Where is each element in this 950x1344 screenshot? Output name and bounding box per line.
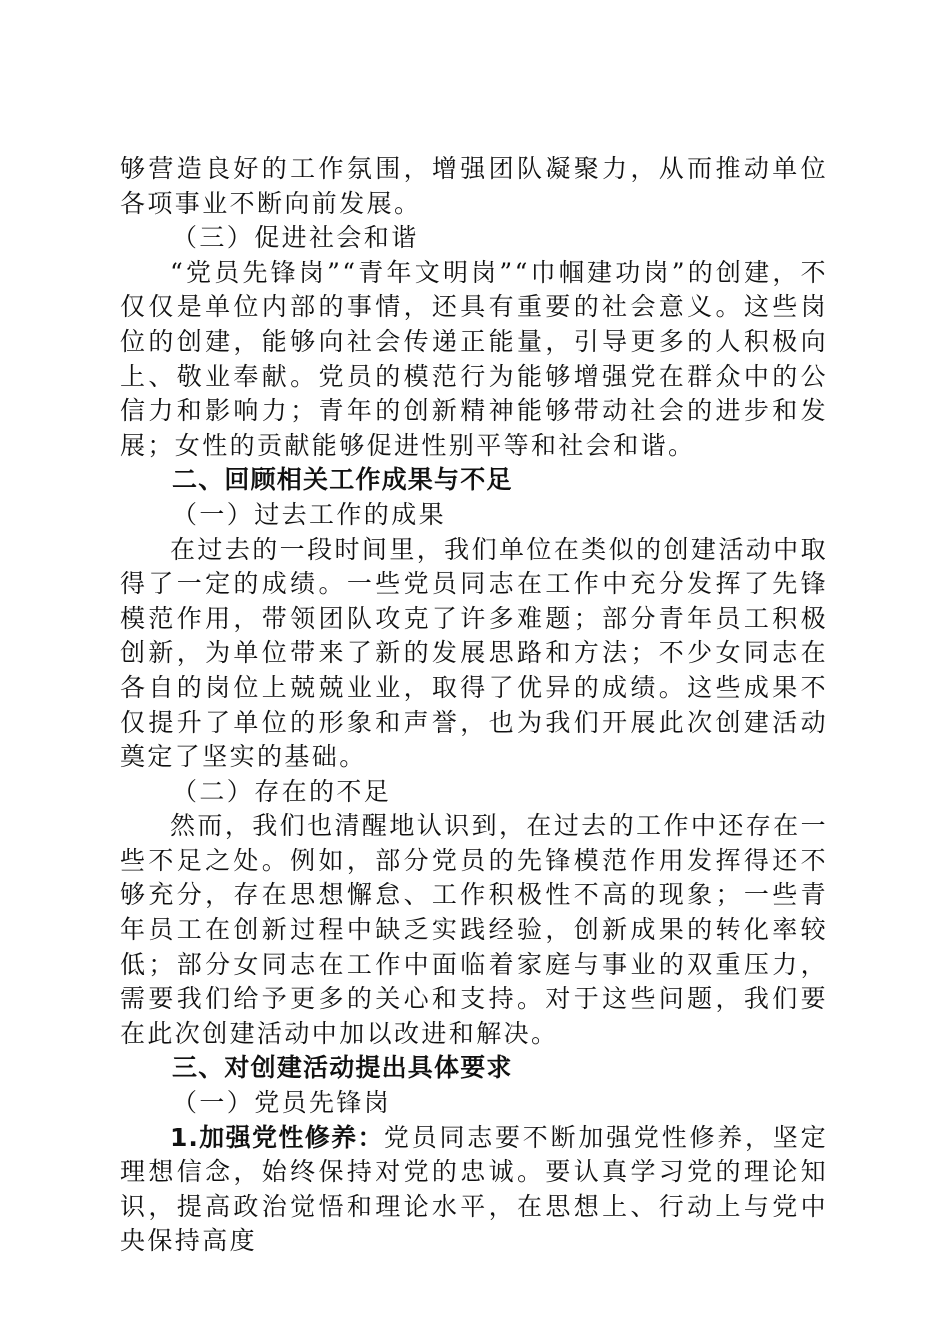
subheading-party-member-post: （一）党员先锋岗 <box>172 1088 392 1118</box>
paragraph-past-achievements: 在过去的一段时间里，我们单位在类似的创建活动中取得了一定的成绩。一些党员同志在工作中充分发挥了先锋模范作用，带领团队攻克了许多难题；部分青年员工积极创新，为单位带来了新的发展思路和方法；不少女同志在各自的岗位上兢兢业业，取得了优异的成绩。这些成果不仅提升了单位的形象和声誉，也为我们开展此次创建活动奠定了坚实的基础。 <box>120 534 828 772</box>
subheading-promote-social-harmony: （三）促进社会和谐 <box>172 223 419 253</box>
document-body <box>120 152 828 1259</box>
subheading-shortcomings: （二）存在的不足 <box>172 776 392 806</box>
subheading-past-achievements: （一）过去工作的成果 <box>172 499 447 529</box>
paragraph-lead-label: 1.加强党性修养： <box>170 1122 384 1152</box>
paragraph-social-significance: “党员先锋岗”“青年文明岗”“巾帼建功岗”的创建，不仅仅是单位内部的事情，还具有重要的社会意义。这些岗位的创建，能够向社会传递正能量，引导更多的人积极向上、敬业奉献。党员的模范行为能够增强党在群众中的公信力和影响力；青年的创新精神能够带动社会的进步和发展；女性的贡献能够促进性别平等和社会和谐。 <box>120 257 828 460</box>
paragraph-body-text: 党员同志要不断加强党性修养，坚定理想信念，始终保持对党的忠诚。要认真学习党的理论知识，提高政治觉悟和理论水平，在思想上、行动上与党中央保持高度 <box>120 1122 828 1256</box>
paragraph-party-spirit <box>120 1121 828 1259</box>
heading-review-achievements: 二、回顾相关工作成果与不足 <box>172 465 513 495</box>
paragraph-shortcomings: 然而，我们也清醒地认识到，在过去的工作中还存在一些不足之处。例如，部分党员的先锋模范作用发挥得还不够充分，存在思想懈怠、工作积极性不高的现象；一些青年员工在创新过程中缺乏实践经验，创新成果的转化率较低；部分女同志在工作中面临着家庭与事业的双重压力，需要我们给予更多的关心和支持。对于这些问题，我们要在此次创建活动中加以改进和解决。 <box>120 811 828 1048</box>
paragraph-continued: 够营造良好的工作氛围，增强团队凝聚力，从而推动单位各项事业不断向前发展。 <box>120 154 828 218</box>
heading-specific-requirements: 三、对创建活动提出具体要求 <box>172 1053 513 1083</box>
